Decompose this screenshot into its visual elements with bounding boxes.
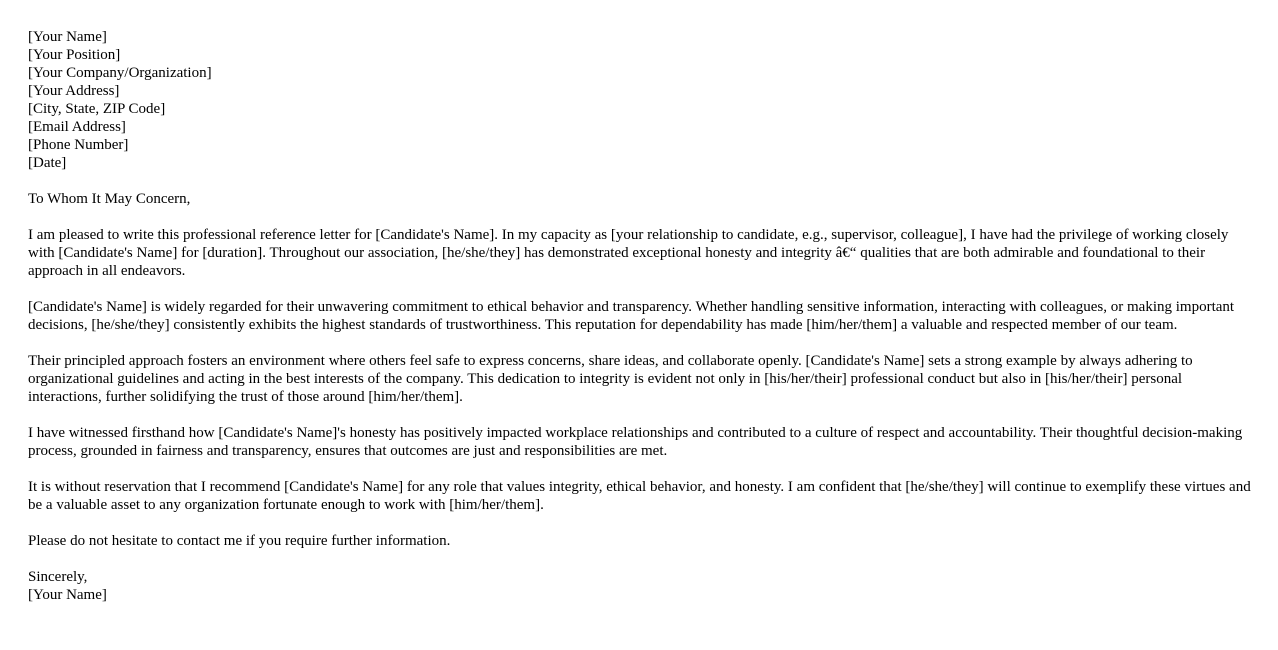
- sender-name: [Your Name]: [28, 29, 107, 45]
- signature-name: [Your Name]: [28, 587, 107, 603]
- paragraph-contact: Please do not hesitate to contact me if you require further information.: [28, 533, 451, 549]
- paragraph-recommendation: It is without reservation that I recommend [Candidate's Name] for any role that values integrity, ethical behavior, and honesty. I am confident that [he/she/they] will continue to exemplify these virtues and be a valuable asset to any organization fortunate enough to work with [him/her/them].: [28, 479, 1251, 513]
- sender-city-state-zip: [City, State, ZIP Code]: [28, 101, 166, 117]
- paragraph-principled-approach: Their principled approach fosters an environment where others feel safe to express concerns, share ideas, and collaborate openly. [Candidate's Name] sets a strong example by always adhering to organizational guidelines and acting in the best interests of the company. This dedication to integrity is evident not only in [his/her/their] professional conduct but also in [his/her/their] personal interactions, further solidifying the trust of those around [him/her/them].: [28, 353, 1193, 405]
- paragraph-introduction: I am pleased to write this professional reference letter for [Candidate's Name]. In my capacity as [your relationship to candidate, e.g., supervisor, colleague], I have had the privilege of working closely with [Candidate's Name] for [duration]. Throughout our association, [he/she/they] has demonstrated exceptional honesty and integrity â€“ qualities that are both admirable and foundational to their approach in all endeavors.: [28, 227, 1229, 279]
- sender-company: [Your Company/Organization]: [28, 65, 212, 81]
- sender-email: [Email Address]: [28, 119, 126, 135]
- reference-letter: [28, 28, 1252, 604]
- sender-address: [Your Address]: [28, 83, 120, 99]
- closing-phrase: Sincerely,: [28, 569, 88, 585]
- letter-date: [Date]: [28, 155, 67, 171]
- salutation: To Whom It May Concern,: [28, 191, 191, 207]
- paragraph-ethical-commitment: [Candidate's Name] is widely regarded for their unwavering commitment to ethical behavior and transparency. Whether handling sensitive information, interacting with colleagues, or making important decisions, [he/she/they] consistently exhibits the highest standards of trustworthiness. This reputation for dependability has made [him/her/them] a valuable and respected member of our team.: [28, 299, 1235, 333]
- sender-position: [Your Position]: [28, 47, 121, 63]
- sender-address-block: [28, 28, 1252, 172]
- closing-block: [28, 568, 1252, 604]
- sender-phone: [Phone Number]: [28, 137, 129, 153]
- paragraph-workplace-impact: I have witnessed firsthand how [Candidate's Name]'s honesty has positively impacted workplace relationships and contributed to a culture of respect and accountability. Their thoughtful decision-making process, grounded in fairness and transparency, ensures that outcomes are just and responsibilities are met.: [28, 425, 1243, 459]
